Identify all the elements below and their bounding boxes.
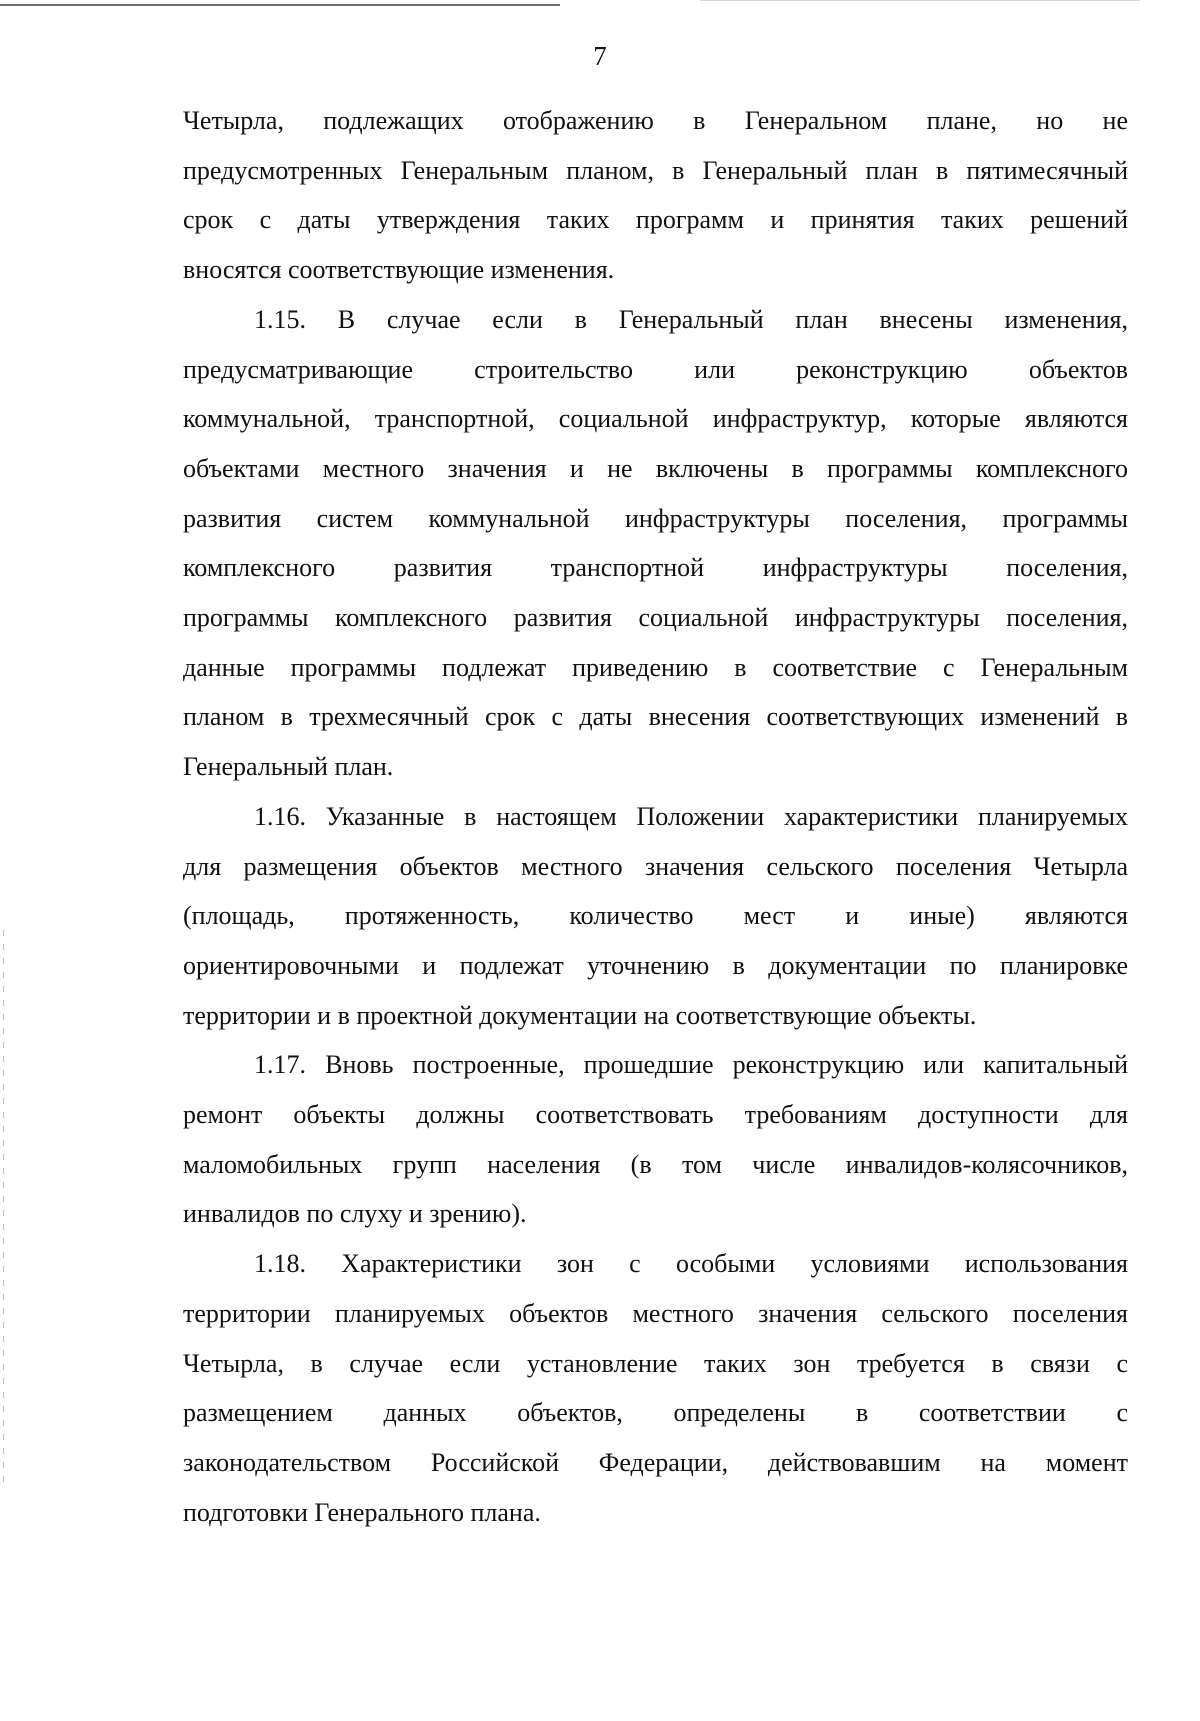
text-line: срок с даты утверждения таких программ и принятия таких решений <box>183 205 1128 235</box>
text-line: данные программы подлежат приведению в соответствие с Генеральным <box>183 652 1128 682</box>
page-number: 7 <box>593 41 607 71</box>
text-line: Четырла, в случае если установление таких зон требуется в связи с <box>183 1348 1128 1378</box>
text-line: маломобильных групп населения (в том числе инвалидов-колясочников, <box>183 1149 1128 1179</box>
paragraph-1-17 <box>183 1040 1128 1239</box>
paragraph-continuation <box>183 96 1128 295</box>
text-line: комплексного развития транспортной инфраструктуры поселения, <box>183 553 1128 583</box>
text-line: размещением данных объектов, определены в соответствии с <box>183 1398 1128 1428</box>
text-line: 1.18. Характеристики зон с особыми условиями использования <box>254 1249 1128 1279</box>
paragraph-1-15 <box>183 295 1128 792</box>
text-line: предусмотренных Генеральным планом, в Генеральный план в пятимесячный <box>183 155 1128 185</box>
text-line: ориентировочными и подлежат уточнению в документации по планировке <box>183 950 1128 980</box>
text-line: развития систем коммунальной инфраструктуры поселения, программы <box>183 503 1128 533</box>
text-line: Генеральный план. <box>183 752 394 782</box>
scan-artifact-line <box>0 4 560 6</box>
document-body <box>183 96 1128 1537</box>
paragraph-1-16 <box>183 792 1128 1041</box>
text-line: подготовки Генерального плана. <box>183 1497 541 1527</box>
text-line: планом в трехмесячный срок с даты внесения соответствующих изменений в <box>183 702 1128 732</box>
scan-artifact-edge <box>3 930 4 1490</box>
text-line: коммунальной, транспортной, социальной инфраструктур, которые являются <box>183 404 1128 434</box>
text-line: инвалидов по слуху и зрению). <box>183 1199 527 1229</box>
text-line: территории и в проектной документации на соответствующие объекты. <box>183 1000 977 1030</box>
text-line: Четырла, подлежащих отображению в Генеральном плане, но не <box>183 106 1128 135</box>
text-line: территории планируемых объектов местного значения сельского поселения <box>183 1298 1128 1328</box>
text-line: (площадь, протяженность, количество мест и иные) являются <box>183 901 1128 931</box>
text-line: ремонт объекты должны соответствовать требованиям доступности для <box>183 1100 1128 1130</box>
text-line: 1.17. Вновь построенные, прошедшие реконструкцию или капитальный <box>254 1050 1128 1080</box>
text-line: для размещения объектов местного значения сельского поселения Четырла <box>183 851 1128 881</box>
text-line: вносятся соответствующие изменения. <box>183 255 615 285</box>
text-line: объектами местного значения и не включены в программы комплексного <box>183 453 1128 483</box>
text-line: предусматривающие строительство или реконструкцию объектов <box>183 354 1128 384</box>
scan-artifact-line <box>700 0 1140 1</box>
text-line: законодательством Российской Федерации, действовавшим на момент <box>183 1447 1128 1477</box>
text-line: программы комплексного развития социальной инфраструктуры поселения, <box>183 603 1128 633</box>
text-line: 1.15. В случае если в Генеральный план внесены изменения, <box>254 304 1128 334</box>
text-line: 1.16. Указанные в настоящем Положении характеристики планируемых <box>254 801 1128 831</box>
paragraph-1-18 <box>183 1239 1128 1537</box>
